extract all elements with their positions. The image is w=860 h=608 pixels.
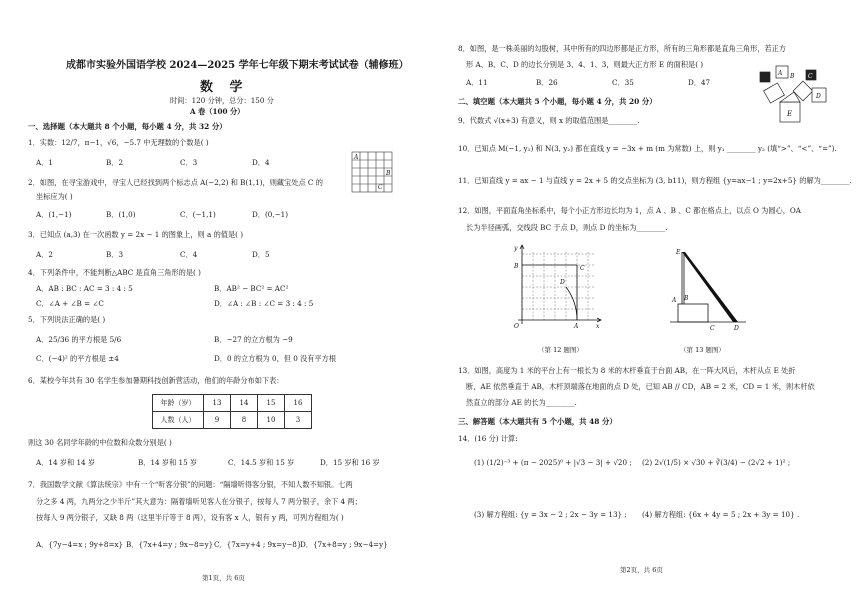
q9-stem: 9．代数式 √(x+3) 有意义，则 x 的取值范围是________. [458,116,640,125]
section-2-heading: 二、填空题（本大题共 5 个小题，每小题 4 分，共 20 分） [458,97,657,106]
q2-grid-figure [350,150,396,194]
q8-option-c: C．35 [612,78,634,87]
fig13-label-a: A [672,297,677,304]
tree-label-e: E [787,110,793,118]
q8-stem: 8．如图，是一株美丽的勾股树，其中所有的四边形都是正方形，所有的三角形都是直角三角形，若正方 [458,44,787,53]
q4-option-a: A．AB : BC : AC = 3 : 4 : 5 [36,284,133,293]
q13-stem-3: 然直立的部分 AE 的长为________. [466,398,577,407]
q2-option-b: B．(1,0) [106,210,136,219]
table-cell: 16 [285,395,312,412]
fig13-label-d: D [734,325,739,332]
q1-option-c: C．3 [180,158,198,167]
q10-stem: 10．已知点 M(−1, y₁) 和 N(3, y₂) 都在直线 y = −3x + m (m 为常数) 上，则 y₁ ________ y₂ (填“>”、“<”、“=”). [458,144,837,153]
q14-stem: 14．(16 分) 计算: [458,434,518,443]
table-cell: 10 [258,412,285,429]
fig12-label-a: A [574,323,579,330]
table-cell: 14 [231,395,258,412]
q2-stem-2: 坐标应为( ) [36,192,73,201]
q5-stem: 5．下列说法正确的是( ) [28,315,106,324]
fig12-label-c: C [580,265,585,272]
q14-part-3: (3) 解方程组: {y = 3x − 2 ; 2x − 3y = 13} ; [474,510,627,519]
q5-option-d: D．0 的立方根为 0，但 0 没有平方根 [214,354,337,363]
q8-option-b: B．26 [536,78,558,87]
q7-stem-3: 按每人 9 两分银子，又缺 8 两（这里半斤等于 8 两），设有客 x 人，银有 y 两，可列方程组为( ) [36,513,344,522]
table-cell: 9 [204,412,231,429]
fig13-label-b: B [684,295,689,302]
q7-option-d: D．{7x+8=y ; 9x−4=y} [300,540,388,549]
exam-meta: 时间：120 分钟，总分：150 分 [170,96,274,105]
grid-label-a: A [354,154,359,161]
q4-option-b: B．AB² − BC² = AC² [214,284,289,293]
age-table [152,394,312,429]
tree-label-c: C [808,73,813,80]
fig12-coordinate-grid [508,240,608,330]
q1-option-a: A．1 [36,158,53,167]
q8-stem-2: 形 A、B、C、D 的边长分别是 3、4、1、3，则最大正方形 E 的面积是( ) [466,60,704,69]
table-row [153,412,312,429]
q8-option-d: D．47 [688,78,711,87]
fig12-label-d: D [560,279,565,286]
q2-stem: 2．如图，在寻宝游戏中，寻宝人已经找到两个标志点 A(−2,2) 和 B(1,1)，则藏宝处点 C 的 [28,178,323,187]
grid-label-b: B [386,170,391,177]
fig12-label-o: O [514,323,519,330]
q12-stem: 12．如图，平面直角坐标系中，每个小正方形边长均为 1，点 A 、B 、C 都在格点上，以点 O 为圆心，OA [458,206,801,215]
table-cell: 年龄（岁） [153,395,204,412]
q1-stem: 1．实数：12/7，π−1，√6，−5.7 中无理数的个数是( ) [28,138,209,147]
table-cell: 人数（人） [153,412,204,429]
q7-option-b: B．{7x+4=y ; 9x−8=y} [126,540,214,549]
q11-stem: 11．已知直线 y = ax − 1 与直线 y = 2x + 5 的交点坐标为 (3, b11)，则方程组 {y=ax−1 ; y=2x+5} 的解为________. [458,176,852,185]
q12-stem-2: 长为半径画弧，交线段 BC 于点 D，则点 D 的坐标为________. [466,223,668,232]
fig12-label-b: B [514,263,519,270]
fig13-caption: （第 13 题图） [680,346,725,354]
fig13-broken-pole [670,244,750,334]
tree-label-b: B [790,73,795,80]
q2-option-a: A．(1,−1) [36,210,72,219]
q5-option-b: B．−27 的立方根为 −9 [214,335,293,344]
grid-label-c: C [378,184,383,191]
q4-option-d: D．∠A : ∠B : ∠C = 3 : 4 : 5 [214,299,314,308]
q5-option-c: C．(−4)² 的平方根是 ±4 [36,354,119,363]
fig12-label-x: x [596,323,600,330]
q1-option-b: B．2 [106,158,124,167]
tree-label-d: D [816,93,821,100]
q8-option-a: A．11 [466,78,488,87]
q13-stem: 13．如图，高度为 1 米的平台上有一根长为 8 米的木杆垂直于台面 AB，在一阵大风后，木杆从点 E 处折 [458,366,796,375]
q3-option-d: D．5 [252,250,270,259]
exam-title: 成都市实验外国语学校 2024—2025 学年七年级下期末考试试卷（辅修班） [66,60,409,71]
table-cell: 15 [258,395,285,412]
fig13-label-c: C [710,325,715,332]
q6-stem-2: 则这 30 名同学年龄的中位数和众数分别是( ) [28,438,172,447]
q2-option-d: D．(0,−1) [252,210,289,219]
q7-option-c: C．{7x=y+4 ; 9x=y−8} [214,540,302,549]
subject-title: 数 学 [200,80,249,95]
q6-stem: 6．某校今年共有 30 名学生参加暑期科技创新营活动，他们的年龄分布如下表： [28,376,284,385]
q6-option-a: A．14 岁和 14 岁 [36,458,96,467]
q1-option-d: D．4 [252,158,270,167]
q3-stem: 3．已知点 (a,3) 在一次函数 y = 2x − 1 的图象上，则 a 的值是( ) [28,230,244,239]
table-row-header [153,395,312,412]
q3-option-b: B．3 [106,250,124,259]
q6-option-d: D．15 岁和 16 岁 [320,458,380,467]
page-footer-1: 第1页，共 6页 [202,574,245,582]
section-3-heading: 三、解答题（本大题共有 5 个小题，共 48 分） [458,417,617,426]
paper-a-label: A 卷（100 分） [190,107,245,116]
q3-option-a: A．2 [36,250,53,259]
table-cell: 8 [231,412,258,429]
section-1-heading: 一、选择题（本大题共 8 个小题，每小题 4 分，共 32 分） [28,122,227,131]
table-cell: 13 [204,395,231,412]
q14-part-1: (1) (1/2)⁻³ + (π − 2025)⁰ + |√3 − 3| + √20 ; [474,458,632,467]
q6-option-c: C．14.5 岁和 15 岁 [228,458,295,467]
fig12-caption: （第 12 题图） [538,346,583,354]
page-footer-2: 第2页，共 6页 [620,566,663,574]
q3-option-c: C．4 [180,250,198,259]
q14-part-2: (2) 2√(1/5) × √30 + ∛(3/4) − (2√2 + 1)² ; [642,458,791,467]
q4-option-c: C．∠A + ∠B = ∠C [36,299,104,308]
pythagoras-tree-figure [756,58,832,130]
q7-option-a: A．{7y−4=x ; 9y+8=x} [36,540,124,549]
table-cell: 3 [285,412,312,429]
q6-option-b: B．14 岁和 15 岁 [138,458,198,467]
q14-part-4: (4) 解方程组: {6x + 4y = 5 ; 2x + 3y = 10} . [642,510,800,519]
q13-stem-2: 断，AE 依然垂直于 AB，木杆顶端落在地面的点 D 处，已知 AB // CD，AB = 2 米，CD = 1 米，则木杆依 [466,382,815,391]
fig12-label-y: y [514,245,518,252]
page-2 [430,0,860,608]
q4-stem: 4．下列条件中，不能判断△ABC 是直角三角形的是( ) [28,268,201,277]
q7-stem: 7．我国数学文献《算法统宗》中有一个“听客分银”的问题：“隔墙听得客分银，不知人数不知银。七两 [28,480,353,489]
tree-label-a: A [778,70,783,77]
q5-option-a: A．25/36 的平方根是 5/6 [36,335,122,344]
q7-stem-2: 分之多 4 两，九两分之少半斤”其大意为：隔着墙听见客人在分银子，按每人 7 两分银子，余下 4 两； [36,497,362,506]
q2-option-c: C．(−1,1) [180,210,216,219]
fig13-label-e: E [676,249,681,256]
